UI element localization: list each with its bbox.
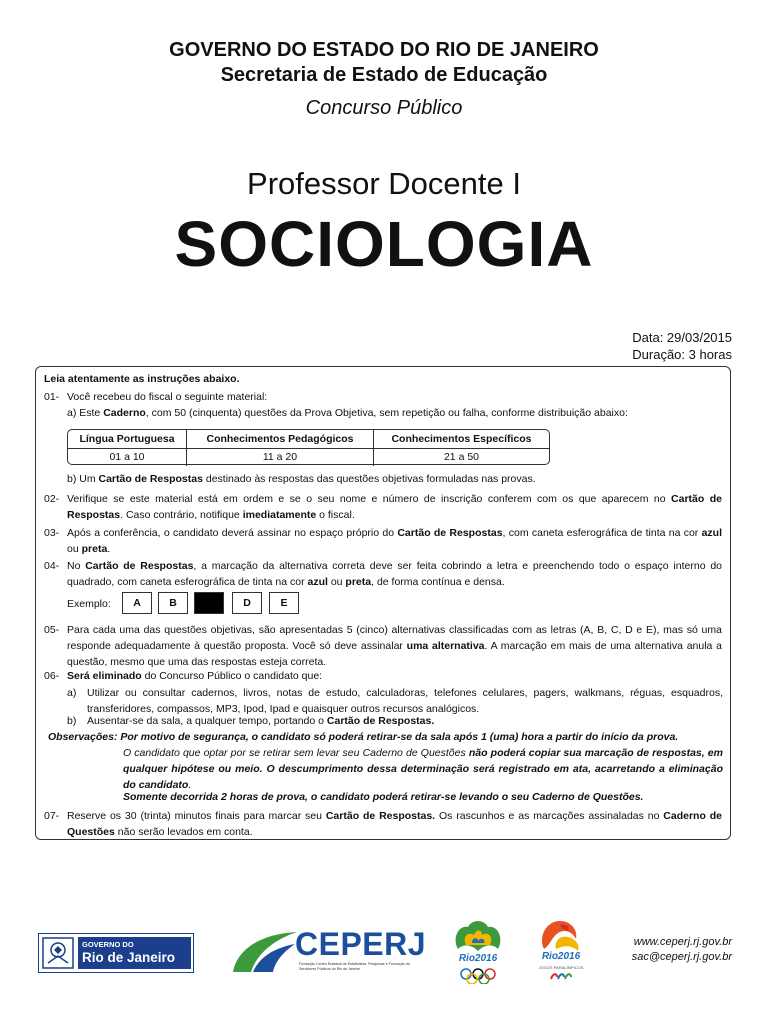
instruction-06a: a) Utilizar ou consultar cadernos, livros, notas de estudo, calculadoras, telefones celulares, pagers, walkmans, réguas, esquadros, transferidores, compassos, MP3, Ipod, Ipad e quaisquer outros recursos analógicos. bbox=[67, 687, 723, 715]
rio-government-logo-text: GOVERNO DO Rio de Janeiro bbox=[78, 937, 191, 969]
header-contest: Concurso Público bbox=[305, 97, 463, 119]
instruction-05: 05- Para cada uma das questões objetivas, são apresentadas 5 (cinco) alternativas classificadas com as letras (A, B, C, D e E), mas só uma responde adequadamente à questão proposta. Você só deve assinalar uma alternativa. A marcação em mais de uma alternativa anula a questão, mesmo que uma das respostas esteja correta. bbox=[44, 624, 722, 668]
instruction-03: 03- Após a conferência, o candidato deverá assinar no espaço próprio do Cartão de Respostas, com caneta esferográfica de tinta na cor azul ou preta. bbox=[44, 527, 722, 555]
instruction-07: 07- Reserve os 30 (trinta) minutos finais para marcar seu Cartão de Respostas. Os rascunhos e as marcações assinaladas no Caderno de Questões não serão levados em conta. bbox=[44, 810, 722, 838]
instructions-intro: Leia atentamente as instruções abaixo. bbox=[44, 373, 240, 385]
table-header: Conhecimentos Pedagógicos bbox=[187, 430, 374, 448]
instructions-box: Leia atentamente as instruções abaixo. 01- Você recebeu do fiscal o seguinte material: a) Este Caderno, com 50 (cinquenta) questões da Prova Objetiva, sem repetição ou falha, conforme distribuição abaixo: Língua Portuguesa Conhecimentos Pedagógicos Conhecimentos Específicos 01 a 10 11 a 20 21 a 50 b) Um Cartão de Respostas destinado às respostas das questões objetivas formuladas nas provas. 02- Verifique se este material está em ordem e se o seu nome e número de inscrição conferem com os que aparecem no Cartão de Respostas. Caso contrário, notifique imediatamente o fiscal. 03- Após a conferência, o candidato deverá assinar no espaço próprio do Cartão de Respostas, com caneta esferográfica de tinta na cor azul ou preta. 04- No Cartão de Respostas, a marcação da alternativa correta deve ser feita cobrindo a letra e preenchendo todo o espaço interno do quadrado, com caneta esferográfica de tinta na cor azul ou preta, de forma contínua e densa. Exemplo: A B D E 05- Para cada uma das questões objetivas, são apresentadas 5 (cinco) alternativas classificadas com as letras (A, B, C, D e E), mas só uma responde adequadamente à questão proposta. Você só deve assinalar uma alternativa. A marcação em mais de uma alternativa anula a questão, mesmo que uma das respostas esteja correta. 06- Será eliminado do Concurso Público o candidato que: a) Utilizar ou consultar cadernos, livros, notas de estudo, calculadoras, telefones celulares, pagers, walkmans, réguas, esquadros, transferidores, compassos, MP3, Ipod, Ipad e quaisquer outros recursos analógicos. b) Ausentar-se da sala, a qualquer tempo, portando o Cartão de Respostas. Observações: Por motivo de segurança, o candidato só poderá retirar-se da sala após 1 (uma) hora a partir do início da prova. O candidato que optar por se retirar sem levar seu Caderno de Questões não poderá copiar sua marcação de respostas, em qualquer hipótese ou meio. O descumprimento dessa determinação será registrado em ata, acarretando a eliminação do candidato. Somente decorrida 2 horas de prova, o candidato poderá retirar-se levando o seu Caderno de Questões. 07- Reserve os 30 (trinta) minutos finais para marcar seu Cartão de Respostas. Os rascunhos e as marcações assinaladas no Caderno de Questões não serão levados em conta. bbox=[35, 366, 731, 840]
example-option-e: E bbox=[269, 592, 299, 614]
example-option-d: D bbox=[232, 592, 262, 614]
state-coat-of-arms-icon bbox=[42, 937, 74, 969]
instruction-04: 04- No Cartão de Respostas, a marcação da alternativa correta deve ser feita cobrindo a letra e preenchendo todo o espaço interno do quadrado, com caneta esferográfica de tinta na cor azul ou preta, de forma contínua e densa. bbox=[44, 560, 722, 588]
olympic-rings-icon bbox=[459, 968, 497, 984]
ceperj-logo: CEPERJ Fundação Centro Estadual de Estatísticas, Pesquisas e Formação de Servidores Públicos do Rio de Janeiro bbox=[229, 928, 425, 976]
table-cell: 21 a 50 bbox=[443, 451, 480, 463]
rio2016-emblem-icon bbox=[448, 915, 508, 955]
agitos-icon bbox=[550, 971, 572, 983]
website-link[interactable]: www.ceperj.rj.gov.br bbox=[633, 936, 732, 948]
instruction-02: 02- Verifique se este material está em ordem e se o seu nome e número de inscrição conferem com os que aparecem no Cartão de Respostas. Caso contrário, notifique imediatamente o fiscal. bbox=[44, 493, 722, 521]
observation-2: O candidato que optar por se retirar sem levar seu Caderno de Questões não poderá copiar sua marcação de respostas, em qualquer hipótese ou meio. O descumprimento dessa determinação será registrado em ata, acarretando a eliminação do candidato. bbox=[123, 747, 723, 791]
table-header: Língua Portuguesa bbox=[68, 430, 187, 448]
table-cell: 11 a 20 bbox=[187, 448, 374, 466]
email-link[interactable]: sac@ceperj.rj.gov.br bbox=[631, 951, 732, 963]
observation-3: Somente decorrida 2 horas de prova, o candidato poderá retirar-se levando o seu Caderno de Questões. bbox=[123, 791, 644, 803]
header-government: GOVERNO DO ESTADO DO RIO DE JANEIRO bbox=[169, 39, 599, 61]
exam-subject: SOCIOLOGIA bbox=[174, 208, 594, 280]
example-label: Exemplo: bbox=[67, 598, 111, 610]
table-cell: 01 a 10 bbox=[68, 448, 187, 466]
exam-duration: Duração: 3 horas bbox=[632, 347, 732, 362]
rio2016-olympic-logo: Rio2016 bbox=[448, 915, 508, 987]
question-distribution-table bbox=[67, 429, 550, 465]
footer bbox=[0, 900, 768, 1000]
example-option-b: B bbox=[158, 592, 188, 614]
instruction-01a: a) Este Caderno, com 50 (cinquenta) questões da Prova Objetiva, sem repetição ou falha, conforme distribuição abaixo: bbox=[67, 407, 628, 419]
instruction-01b: b) Um Cartão de Respostas destinado às respostas das questões objetivas formuladas nas provas. bbox=[67, 473, 536, 485]
exam-meta bbox=[632, 329, 732, 363]
example-option-a: A bbox=[122, 592, 152, 614]
rio2016-paralympic-logo: Rio2016 JOGOS PARALÍMPICOS bbox=[530, 915, 592, 987]
rio2016-paralympic-emblem-icon bbox=[530, 915, 592, 955]
ceperj-swoosh-icon bbox=[229, 928, 299, 974]
exam-date: Data: 29/03/2015 bbox=[632, 330, 732, 345]
observations: Observações: Por motivo de segurança, o candidato só poderá retirar-se da sala após 1 (uma) hora a partir do início da prova. bbox=[48, 731, 679, 743]
exam-role: Professor Docente I bbox=[247, 166, 521, 201]
example-option-filled bbox=[194, 592, 224, 614]
table-header: Conhecimentos Específicos bbox=[391, 433, 532, 445]
header-secretariat: Secretaria de Estado de Educação bbox=[220, 64, 548, 86]
rio-government-logo bbox=[38, 933, 194, 973]
